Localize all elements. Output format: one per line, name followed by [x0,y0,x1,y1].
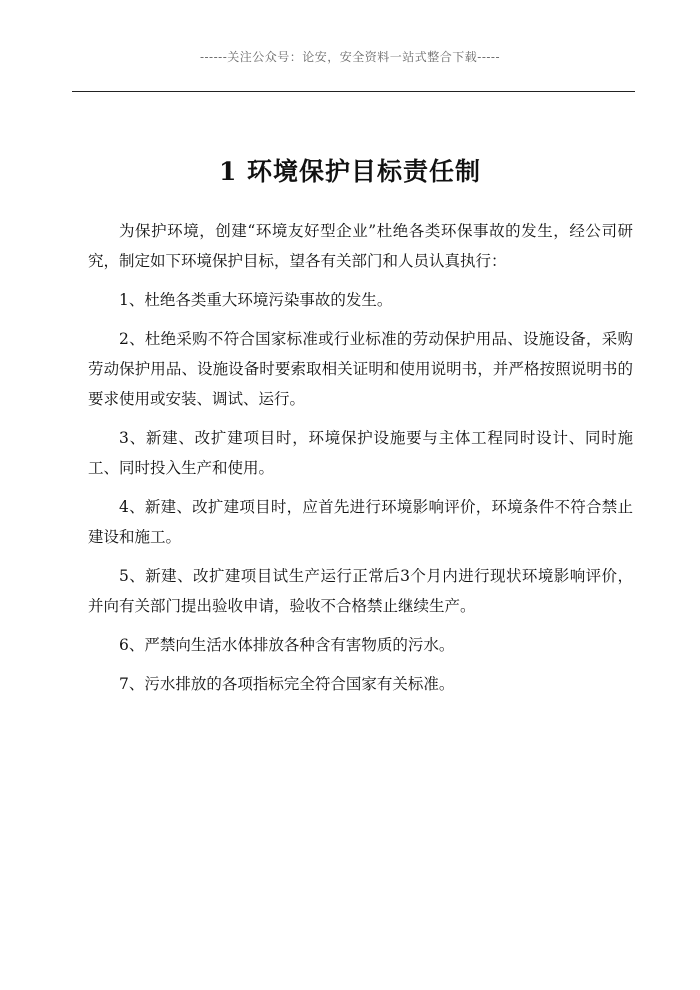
list-item: 1、杜绝各类重大环境污染事故的发生。 [119,291,393,309]
list-item: 4、新建、改扩建项目时，应首先进行环境影响评价，环境条件不符合禁止建设和施工。 [88,498,633,546]
list-item: 5、新建、改扩建项目试生产运行正常后3个月内进行现状环境影响评价，并向有关部门提出验收申请，验收不合格禁止继续生产。 [88,567,633,615]
intro-paragraph: 为保护环境，创建“环境友好型企业”杜绝各类环保事故的发生，经公司研究，制定如下环境保护目标，望各有关部门和人员认真执行： [88,222,633,270]
page-title: 1 环境保护目标责任制 [218,157,482,186]
header-note: ------关注公众号：论安，安全资料一站式整合下载----- [199,50,501,64]
header-divider [72,91,635,92]
document-body [88,216,633,708]
list-item: 3、新建、改扩建项目时，环境保护设施要与主体工程同时设计、同时施工、同时投入生产和使用。 [88,429,633,477]
list-item: 6、严禁向生活水体排放各种含有害物质的污水。 [119,636,455,654]
list-item: 7、污水排放的各项指标完全符合国家有关标准。 [119,675,455,693]
list-item: 2、杜绝采购不符合国家标准或行业标准的劳动保护用品、设施设备，采购劳动保护用品、设施设备时要索取相关证明和使用说明书，并严格按照说明书的要求使用或安装、调试、运行。 [88,330,633,408]
